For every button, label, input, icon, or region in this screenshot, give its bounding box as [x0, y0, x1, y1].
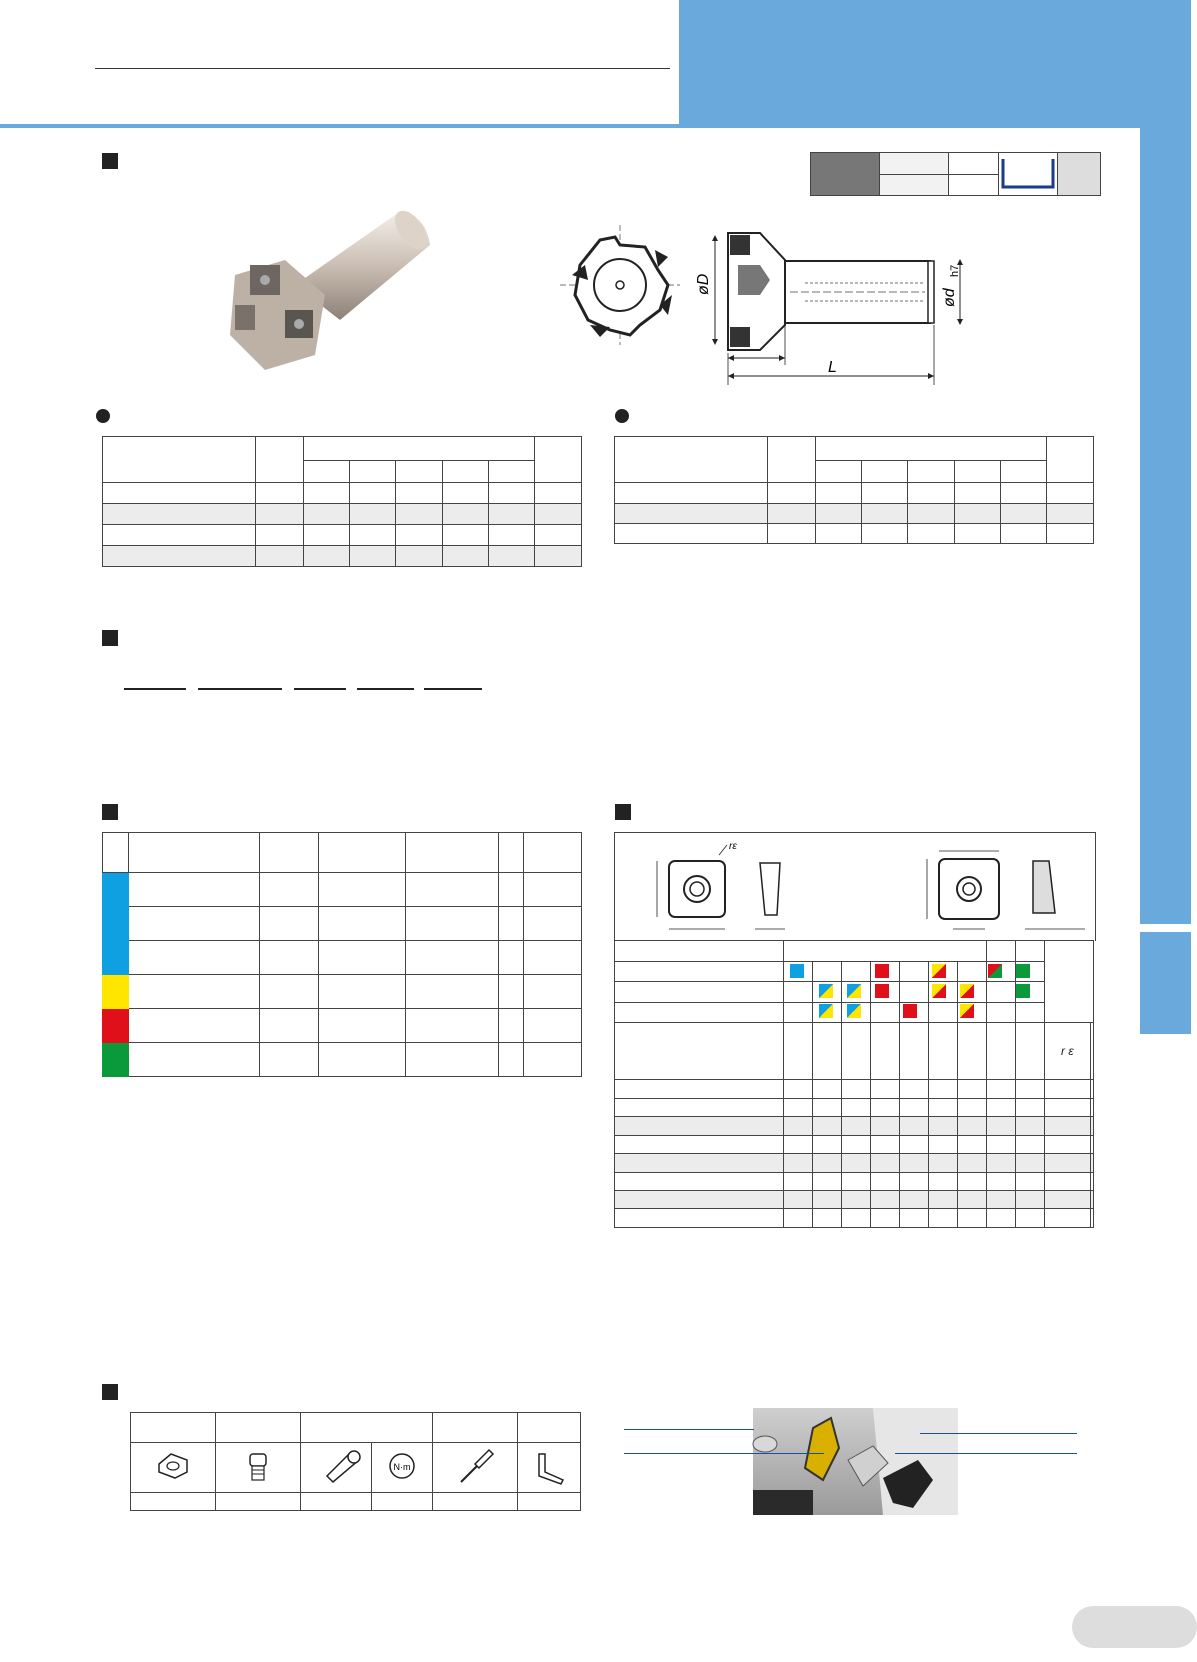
- callout-line: [624, 1429, 754, 1430]
- header-cell: [768, 437, 816, 483]
- section-marker-inserts: [615, 804, 631, 820]
- table-marker-left: [96, 409, 110, 423]
- shoulder-milling-icon: [999, 153, 1057, 195]
- grade-swatch-blue-yellow: [819, 984, 833, 998]
- header-cell: [535, 437, 582, 483]
- code-segment-underline: [424, 688, 482, 690]
- header-cell: [350, 461, 396, 483]
- legend-cell: [879, 174, 948, 196]
- section-marker-spare-parts: [102, 1384, 118, 1400]
- header-title-band: [679, 0, 1191, 124]
- header-cell: [862, 461, 908, 483]
- dimension-table-left: [102, 436, 582, 567]
- grade-table: [102, 832, 582, 1077]
- grade-swatch-blue: [790, 964, 804, 978]
- grade-swatch-green: [1016, 984, 1030, 998]
- corner-radius-label: rε: [729, 841, 737, 852]
- grade-color-blue: [103, 873, 129, 975]
- insert-screw-icon: [311, 1448, 361, 1484]
- table-row: [103, 483, 582, 504]
- insert-drawing-panel: [614, 832, 1096, 941]
- dim-d-label: ød: [941, 288, 958, 307]
- table-row: [103, 525, 582, 546]
- table-row: [103, 907, 582, 941]
- assembly-illustration: [753, 1408, 958, 1515]
- grade-swatch-blue-yellow: [819, 1004, 833, 1018]
- table-row: [615, 483, 1094, 503]
- clamp-screw-cell: [216, 1443, 301, 1493]
- end-mill-photo: [225, 205, 435, 375]
- shim-icon: [155, 1450, 191, 1482]
- header-cell: [396, 461, 442, 483]
- table-row: [103, 873, 582, 907]
- tolerance-h7-label: h7: [949, 264, 961, 277]
- dimension-table-right: [614, 436, 1094, 544]
- grade-swatch-red: [875, 984, 889, 998]
- grade-swatch-red-green: [988, 964, 1002, 978]
- grade-swatch-yellow-red: [960, 1004, 974, 1018]
- grade-swatch-blue-yellow: [847, 984, 861, 998]
- code-segment-underline: [198, 688, 282, 690]
- table-row: [103, 504, 582, 525]
- header-cell: [304, 461, 350, 483]
- clamp-screw-icon: [240, 1448, 276, 1484]
- side-index-tab: [1140, 932, 1191, 1034]
- shim-cell: [131, 1443, 216, 1493]
- table-row: [615, 1154, 1094, 1172]
- header-cell: [442, 461, 488, 483]
- legend-dark-cell: [811, 153, 880, 196]
- header-cell: [103, 437, 256, 483]
- table-row: [103, 1009, 582, 1043]
- grade-swatch-blue-yellow: [847, 1004, 861, 1018]
- header-cell: [615, 437, 768, 483]
- code-segment-underline: [124, 688, 186, 690]
- code-segment-underline: [294, 688, 346, 690]
- corner-radius-header: r ε: [1045, 1023, 1091, 1080]
- cutter-end-view-drawing: [560, 225, 680, 345]
- application-legend: [810, 152, 1101, 196]
- header-cell: [256, 437, 304, 483]
- hex-key-cell: [518, 1443, 581, 1493]
- grade-swatch-yellow-red: [960, 984, 974, 998]
- callout-line: [624, 1453, 824, 1454]
- header-rule: [95, 68, 670, 69]
- torque-unit-label: N·m: [393, 1462, 411, 1472]
- header-underline: [0, 124, 1191, 128]
- screwdriver-cell: [433, 1443, 518, 1493]
- grade-swatch-yellow-red: [932, 984, 946, 998]
- screwdriver-icon: [455, 1446, 495, 1486]
- table-row: [615, 1209, 1094, 1228]
- legend-shoulder-cell: [999, 153, 1058, 196]
- grade-swatch-yellow-red: [932, 964, 946, 978]
- legend-cell: [879, 153, 948, 175]
- header-cell: [816, 461, 862, 483]
- callout-line: [920, 1433, 1077, 1434]
- table-row: [103, 941, 582, 975]
- dim-D-label: øD: [695, 273, 712, 295]
- table-row: [615, 1098, 1094, 1116]
- table-row: [615, 1191, 1094, 1209]
- spare-parts-table: [130, 1412, 581, 1511]
- legend-cell: [1058, 153, 1101, 196]
- cutter-side-view-drawing: [695, 225, 980, 385]
- dim-L-label: L: [828, 359, 837, 376]
- insert-drawings: [615, 833, 1095, 941]
- table-row: [615, 523, 1094, 543]
- assembly-photo: [753, 1408, 958, 1515]
- section-marker-nomenclature: [102, 630, 118, 646]
- table-row: [615, 1135, 1094, 1153]
- table-row: [103, 546, 582, 567]
- section-marker-cutter: [102, 153, 118, 169]
- torque-icon: [387, 1451, 417, 1481]
- grade-color-red: [103, 1009, 129, 1043]
- grade-swatch-red: [875, 964, 889, 978]
- header-cell: [1047, 437, 1094, 483]
- legend-cell: [948, 153, 999, 175]
- legend-cell: [948, 174, 999, 196]
- table-row: [615, 1080, 1094, 1098]
- grade-swatch-green: [1016, 964, 1030, 978]
- header-cell: [816, 437, 1047, 461]
- table-row: [615, 1117, 1094, 1135]
- table-row: [103, 975, 582, 1009]
- torque-cell: [372, 1443, 433, 1493]
- grade-color-yellow: [103, 975, 129, 1009]
- page-number-badge: [1072, 1606, 1197, 1648]
- section-marker-grades: [102, 804, 118, 820]
- table-row: [615, 503, 1094, 523]
- header-cell: [304, 437, 535, 461]
- hex-key-icon: [529, 1446, 569, 1486]
- header-cell: [488, 461, 534, 483]
- table-marker-right: [615, 409, 629, 423]
- header-cell: [954, 461, 1000, 483]
- callout-line: [895, 1453, 1077, 1454]
- header-cell: [908, 461, 954, 483]
- grade-swatch-red: [903, 1004, 917, 1018]
- side-index-bar: [1140, 124, 1191, 924]
- code-segment-underline: [357, 688, 414, 690]
- table-row: [615, 1172, 1094, 1190]
- header-cell: [1000, 461, 1046, 483]
- table-row: [103, 1043, 582, 1077]
- insert-screw-cell: [301, 1443, 372, 1493]
- grade-color-green: [103, 1043, 129, 1077]
